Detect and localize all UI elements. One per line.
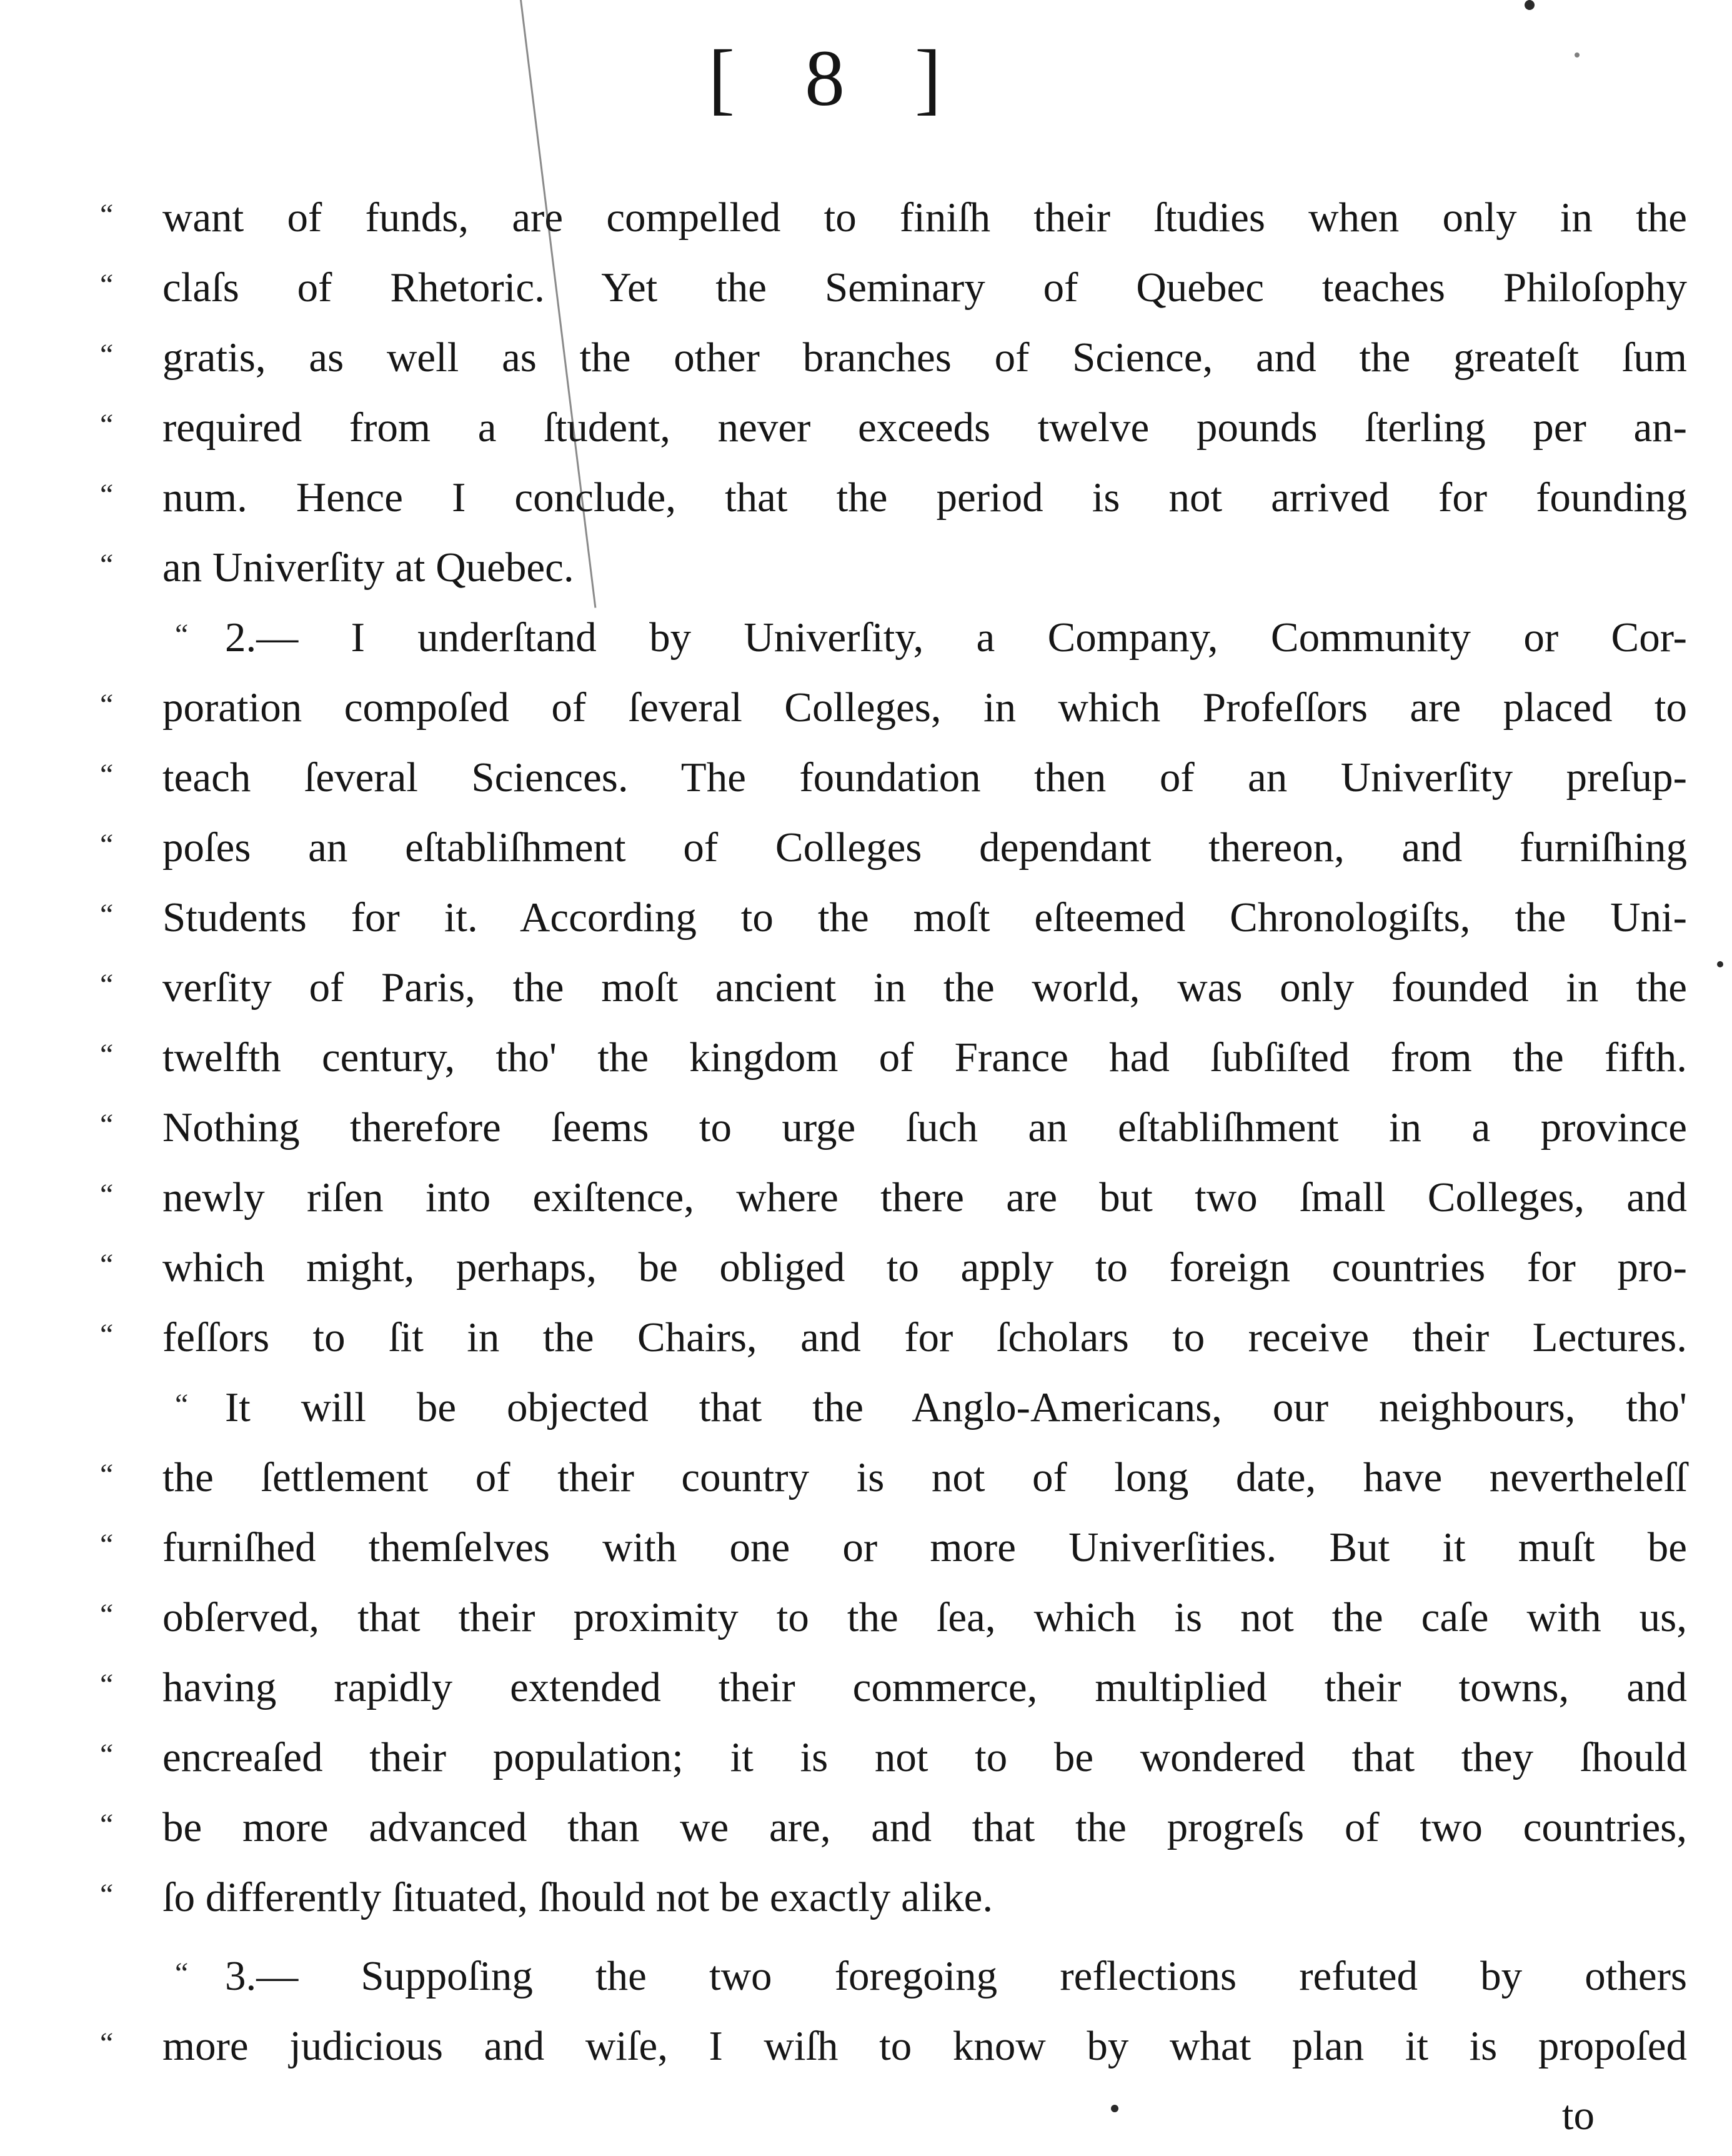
line-text: Students for it. According to the moſt eſteemed Chronologiſts, the Uni- bbox=[162, 894, 1687, 941]
text-line bbox=[100, 1512, 1687, 1582]
quote-mark: “ bbox=[100, 688, 114, 721]
line-text: 2.— I underſtand by Univerſity, a Company, Community or Cor- bbox=[225, 614, 1687, 661]
quote-mark: “ bbox=[100, 1878, 114, 1911]
line-text: poſes an eſtabliſhment of Colleges dependant thereon, and furniſhing bbox=[162, 824, 1687, 871]
line-text: gratis, as well as the other branches of Science, and the greateſt ſum bbox=[162, 334, 1687, 381]
text-line bbox=[100, 1092, 1687, 1162]
quote-mark: “ bbox=[100, 898, 114, 931]
scan-speck bbox=[1525, 0, 1535, 10]
scan-speck bbox=[1575, 52, 1580, 57]
text-line bbox=[100, 1652, 1687, 1722]
line-text: newly riſen into exiſtence, where there are but two ſmall Colleges, and bbox=[162, 1174, 1687, 1220]
text-line bbox=[100, 1792, 1687, 1862]
text-line bbox=[100, 462, 1687, 532]
text-line bbox=[100, 672, 1687, 742]
quote-mark: “ bbox=[100, 338, 114, 371]
text-line bbox=[100, 1232, 1687, 1302]
quote-mark: “ bbox=[175, 618, 189, 651]
text-line bbox=[100, 532, 1600, 602]
text-line bbox=[100, 2011, 1687, 2081]
text-line bbox=[100, 1722, 1687, 1792]
quote-mark: “ bbox=[100, 198, 114, 231]
quote-mark: “ bbox=[175, 1957, 189, 1990]
line-text: ſo differently ſituated, ſhould not be exactly alike. bbox=[162, 1874, 993, 1920]
quote-mark: “ bbox=[100, 1178, 114, 1211]
quote-mark: “ bbox=[100, 1738, 114, 1771]
quote-mark: “ bbox=[100, 2027, 114, 2060]
text-line bbox=[100, 252, 1687, 322]
paragraph-start-line bbox=[100, 602, 1687, 672]
quote-mark: “ bbox=[100, 408, 114, 441]
quote-mark: “ bbox=[100, 1248, 114, 1281]
line-text: having rapidly extended their commerce, multiplied their towns, and bbox=[162, 1664, 1687, 1710]
line-text: an Univerſity at Quebec. bbox=[162, 544, 574, 591]
line-text: encreaſed their population; it is not to be wondered that they ſhould bbox=[162, 1734, 1687, 1780]
text-line bbox=[100, 1162, 1687, 1232]
line-text: obſerved, that their proximity to the ſea, which is not the caſe with us, bbox=[162, 1594, 1687, 1640]
quote-mark: “ bbox=[100, 268, 114, 301]
page-number: [ 8 ] bbox=[708, 34, 967, 122]
catchword: to bbox=[1561, 2092, 1595, 2139]
line-text: required from a ſtudent, never exceeds twelve pounds ſterling per an- bbox=[162, 404, 1687, 451]
text-line bbox=[100, 1302, 1687, 1372]
quote-mark: “ bbox=[100, 1458, 114, 1491]
line-text: be more advanced than we are, and that the progreſs of two countries, bbox=[162, 1804, 1687, 1850]
line-text: Nothing therefore ſeems to urge ſuch an eſtabliſhment in a province bbox=[162, 1104, 1687, 1150]
line-text: It will be objected that the Anglo-Americans, our neighbours, tho' bbox=[225, 1384, 1687, 1430]
quote-mark: “ bbox=[100, 1668, 114, 1701]
line-text: verſity of Paris, the moſt ancient in the world, was only founded in the bbox=[162, 964, 1687, 1011]
line-text: teach ſeveral Sciences. The foundation then of an Univerſity preſup- bbox=[162, 754, 1687, 801]
quote-mark: “ bbox=[100, 1038, 114, 1071]
scan-speck bbox=[1111, 2105, 1118, 2112]
text-line bbox=[100, 322, 1687, 392]
paragraph-start-line bbox=[100, 1941, 1687, 2011]
quote-mark: “ bbox=[100, 968, 114, 1001]
paragraph-start-line bbox=[100, 1372, 1687, 1442]
text-line bbox=[100, 1442, 1687, 1512]
quote-mark: “ bbox=[175, 1388, 189, 1421]
text-line bbox=[100, 1022, 1687, 1092]
text-line bbox=[100, 182, 1687, 252]
quote-mark: “ bbox=[100, 478, 114, 511]
quote-mark: “ bbox=[100, 828, 114, 861]
scan-speck bbox=[1717, 961, 1723, 967]
line-text: furniſhed themſelves with one or more Univerſities. But it muſt be bbox=[162, 1524, 1687, 1570]
line-text: the ſettlement of their country is not of long date, have nevertheleſſ bbox=[162, 1454, 1687, 1500]
quote-mark: “ bbox=[100, 1808, 114, 1841]
text-line bbox=[100, 1862, 1600, 1932]
line-text: twelfth century, tho' the kingdom of France had ſubſiſted from the fifth. bbox=[162, 1034, 1687, 1080]
line-text: claſs of Rhetoric. Yet the Seminary of Quebec teaches Philoſophy bbox=[162, 264, 1687, 311]
quote-mark: “ bbox=[100, 758, 114, 791]
text-line bbox=[100, 812, 1687, 882]
quote-mark: “ bbox=[100, 1598, 114, 1631]
line-text: num. Hence I conclude, that the period is not arrived for founding bbox=[162, 474, 1687, 521]
line-text: more judicious and wiſe, I wiſh to know by what plan it is propoſed bbox=[162, 2023, 1687, 2069]
line-text: want of funds, are compelled to finiſh their ſtudies when only in the bbox=[162, 194, 1687, 241]
text-line bbox=[100, 952, 1687, 1022]
line-text: feſſors to ſit in the Chairs, and for ſcholars to receive their Lectures. bbox=[162, 1314, 1687, 1360]
text-line bbox=[100, 392, 1687, 462]
line-text: 3.— Suppoſing the two foregoing reflections refuted by others bbox=[225, 1953, 1687, 1999]
quote-mark: “ bbox=[100, 1318, 114, 1351]
text-line bbox=[100, 882, 1687, 952]
quote-mark: “ bbox=[100, 1528, 114, 1561]
quote-mark: “ bbox=[100, 548, 114, 581]
text-line bbox=[100, 1582, 1687, 1652]
text-line bbox=[100, 742, 1687, 812]
quote-mark: “ bbox=[100, 1108, 114, 1141]
line-text: which might, perhaps, be obliged to apply to foreign countries for pro- bbox=[162, 1244, 1687, 1290]
line-text: poration compoſed of ſeveral Colleges, in which Profeſſors are placed to bbox=[162, 684, 1687, 731]
